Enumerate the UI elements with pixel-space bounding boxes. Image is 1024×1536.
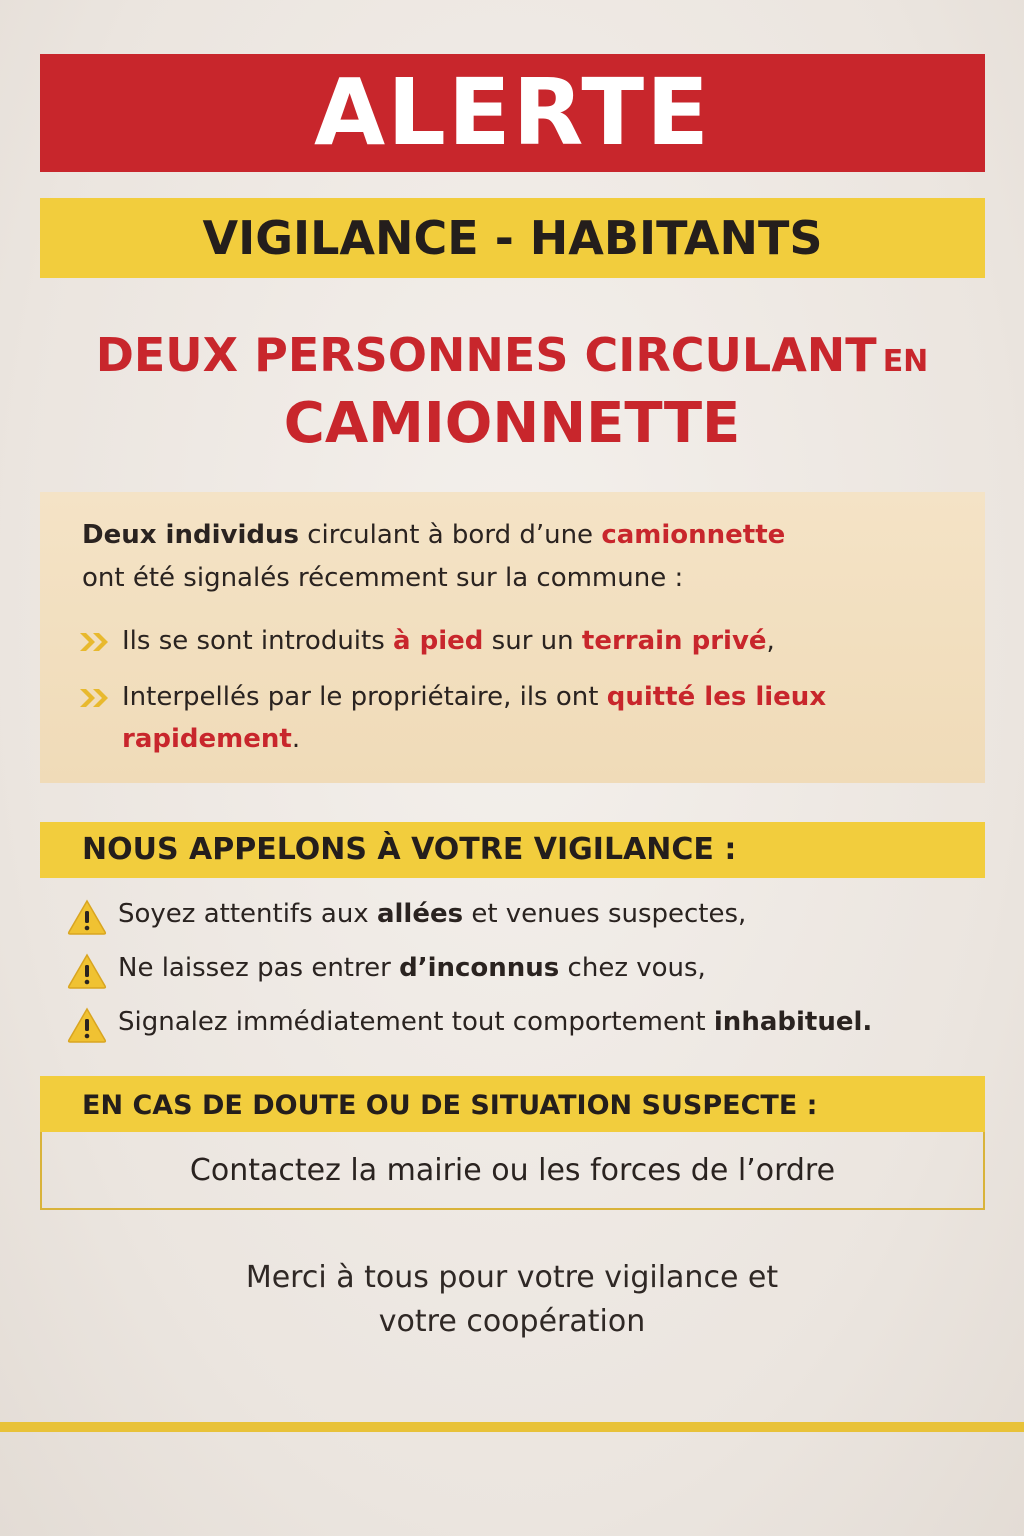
item3-bold: inhabituel.	[713, 1007, 873, 1037]
bullet1-red1: à pied	[393, 626, 484, 656]
bottom-rule	[0, 1422, 1024, 1432]
contact-box	[40, 1132, 985, 1210]
bullet1-mid: sur un	[483, 626, 582, 656]
item2-bold: d’inconnus	[399, 953, 560, 983]
warning-triangle-icon	[66, 898, 108, 936]
warning-triangle-icon	[66, 1006, 108, 1044]
subtitle-text: VIGILANCE - HABITANTS	[202, 211, 823, 265]
item3-pre: Signalez immédiatement tout comportement	[118, 1007, 714, 1037]
item2-post: chez vous,	[559, 953, 706, 983]
intro-bold: Deux individus	[82, 520, 299, 550]
warning-triangle-icon	[66, 952, 108, 990]
headline-main: DEUX PERSONNES CIRCULANT	[95, 328, 877, 382]
item2-pre: Ne laissez pas entrer	[118, 953, 400, 983]
bullet1-post: ,	[766, 626, 775, 656]
bullet1-pre: Ils se sont introduits	[122, 626, 394, 656]
headline-line-1	[0, 328, 1024, 382]
alert-banner	[40, 54, 985, 172]
headline-small: EN	[882, 344, 929, 379]
alert-title: ALERTE	[314, 59, 711, 166]
doubt-heading-bar	[40, 1076, 985, 1132]
item1-post: et venues suspectes,	[463, 899, 747, 929]
headline-line-2: CAMIONNETTE	[283, 391, 741, 456]
vigilance-heading-bar	[40, 822, 985, 878]
intro-line-2: ont été signalés récemment sur la commune :	[82, 563, 684, 593]
bullet2-pre: Interpellés par le propriétaire, ils ont	[122, 682, 607, 712]
item1-pre: Soyez attentifs aux	[118, 899, 377, 929]
info-box	[40, 492, 985, 783]
double-chevron-icon	[80, 689, 112, 707]
contact-text: Contactez la mairie ou les forces de l’ordre	[189, 1152, 836, 1188]
thanks-line-1: Merci à tous pour votre vigilance et	[245, 1260, 779, 1295]
vigilance-title: NOUS APPELONS À VOTRE VIGILANCE :	[82, 832, 737, 867]
info-intro	[82, 514, 962, 600]
doubt-title: EN CAS DE DOUTE OU DE SITUATION SUSPECTE :	[82, 1090, 818, 1121]
item1-bold: allées	[376, 899, 464, 929]
intro-mid: circulant à bord d’une	[298, 520, 602, 550]
subtitle-banner	[40, 198, 985, 278]
double-chevron-icon	[80, 633, 112, 651]
thanks-line-2: votre coopération	[378, 1304, 646, 1339]
bullet2-post: .	[291, 724, 301, 754]
intro-red: camionnette	[601, 520, 786, 550]
bullet2-red: quitté les lieux rapidement	[122, 682, 827, 754]
bullet1-red2: terrain privé	[581, 626, 767, 656]
